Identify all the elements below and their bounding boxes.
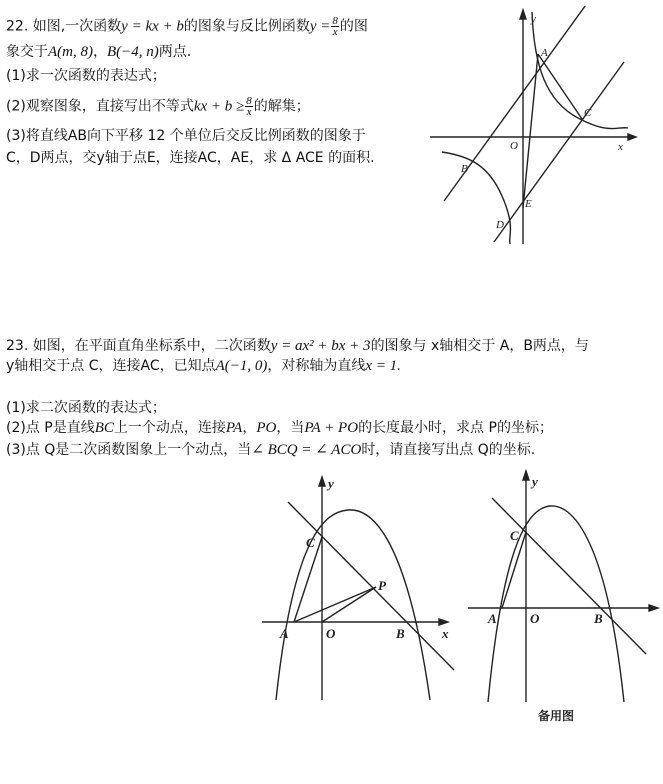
- q23-line-2: y轴相交于点 C，连接AC，已知点A(−1, 0)，对称轴为直线x = 1.: [6, 358, 401, 374]
- q22-line-2: 象交于A(m, 8)，B(−4, n)两点.: [6, 44, 192, 60]
- q22-linear-eq: y = kx + b: [121, 18, 184, 35]
- q22-fraction: $\frac{8}{x}$: [332, 15, 338, 38]
- q22-text: 的图: [339, 18, 368, 35]
- q23-axis-of-symmetry: x = 1.: [365, 358, 401, 374]
- q23-figure-backup: [466, 466, 662, 728]
- q23-fig2-line-bc: [492, 498, 646, 654]
- q22-label-o: O: [510, 140, 518, 152]
- q22-inverse-eq: y =: [309, 18, 331, 35]
- q23-part-3: (3)点 Q是二次函数图象上一个动点，当∠ BCQ = ∠ ACO时，请直接写出点 Q的坐标.: [6, 442, 536, 458]
- q22-y-arrow: [520, 10, 526, 19]
- q22-label-e: E: [525, 198, 532, 210]
- q22-part-2: (2)观察图象，直接写出不等式kx + b ≥ $\frac{8}{x}$ 的解集；: [6, 95, 310, 118]
- q22-label-b: B: [461, 163, 468, 175]
- q23-fig1-label-p: P: [378, 578, 386, 593]
- q22-label-x: x: [618, 141, 623, 153]
- q22-line-cd: [494, 62, 624, 242]
- q22-text: 22. 如图,一次函数: [6, 18, 122, 35]
- q23-figure-main: [258, 472, 458, 704]
- q23-fig2-label-y: y: [532, 474, 538, 489]
- point-b-coords: B(−4, n): [107, 44, 159, 60]
- point-a-coords: A(m, 8): [48, 44, 93, 60]
- q22-part-3-line-1: (3)将直线AB向下平移 12 个单位后交反比例函数的图象于: [6, 128, 366, 144]
- q23-line-1: 23. 如图，在平面直角坐标系中，二次函数y = ax² + bx + 3的图象与 x轴相交于 A，B两点，与: [6, 338, 589, 354]
- q22-label-y: y: [531, 13, 536, 25]
- q23-fig1-label-c: C: [306, 535, 315, 550]
- q23-fig2-label-c: C: [510, 528, 519, 543]
- q23-fig1-line-bc: [288, 502, 454, 670]
- q23-fig1-label-a: A: [280, 626, 289, 641]
- q22-label-d: D: [496, 219, 504, 231]
- q22-hyperbola-right: [532, 12, 628, 129]
- q23-quadratic-eq: y = ax² + bx + 3: [270, 338, 371, 354]
- q23-fig1-label-o: O: [326, 626, 336, 641]
- q22-part-3-line-2: C，D两点，交y轴于点E，连接AC，AE，求 Δ ACE 的面积.: [6, 150, 375, 166]
- q23-fig1-x-arrow: [439, 619, 448, 625]
- q23-fig1-label-b: B: [396, 626, 405, 641]
- q23-fig1-segment-pa: [294, 587, 376, 622]
- q23-fig2-label-a: A: [488, 611, 497, 626]
- q22-segment-ac: [538, 54, 582, 119]
- q23-part-2: (2)点 P是直线BC上一个动点，连接PA，PO，当PA + PO的长度最小时，求点 P的坐标；: [6, 420, 553, 436]
- q23-fig2-y-arrow: [523, 471, 529, 480]
- q23-fig2-caption: 备用图: [538, 709, 575, 723]
- q23-fig1-y-arrow: [319, 477, 325, 486]
- q23-fig1-label-x: x: [442, 626, 449, 641]
- q22-figure: [428, 6, 660, 246]
- q23-point-a: A(−1, 0): [215, 358, 268, 374]
- q23-part-1: (1)求二次函数的表达式；: [6, 400, 166, 416]
- q22-label-c: C: [584, 107, 592, 119]
- q23-fig2-x-arrow: [649, 605, 658, 611]
- q23-fig2-parabola: [488, 506, 624, 702]
- q22-part-1: (1)求一次函数的表达式；: [6, 68, 166, 84]
- q22-x-arrow: [628, 134, 636, 140]
- q23-fig2-segment-ac: [502, 532, 526, 608]
- q22-label-a: A: [541, 47, 548, 59]
- q23-fig1-segment-po: [322, 587, 376, 622]
- q22-line-1: [6, 16, 368, 37]
- inequality: kx + b ≥: [193, 98, 245, 115]
- q22-fraction-2: $\frac{8}{x}$: [246, 95, 252, 118]
- q23-fig2-label-b: B: [594, 611, 603, 626]
- q23-fig2-label-o: O: [530, 611, 540, 626]
- q22-text: 的图象与反比例函数: [183, 18, 310, 35]
- q23-fig1-label-y: y: [328, 476, 334, 491]
